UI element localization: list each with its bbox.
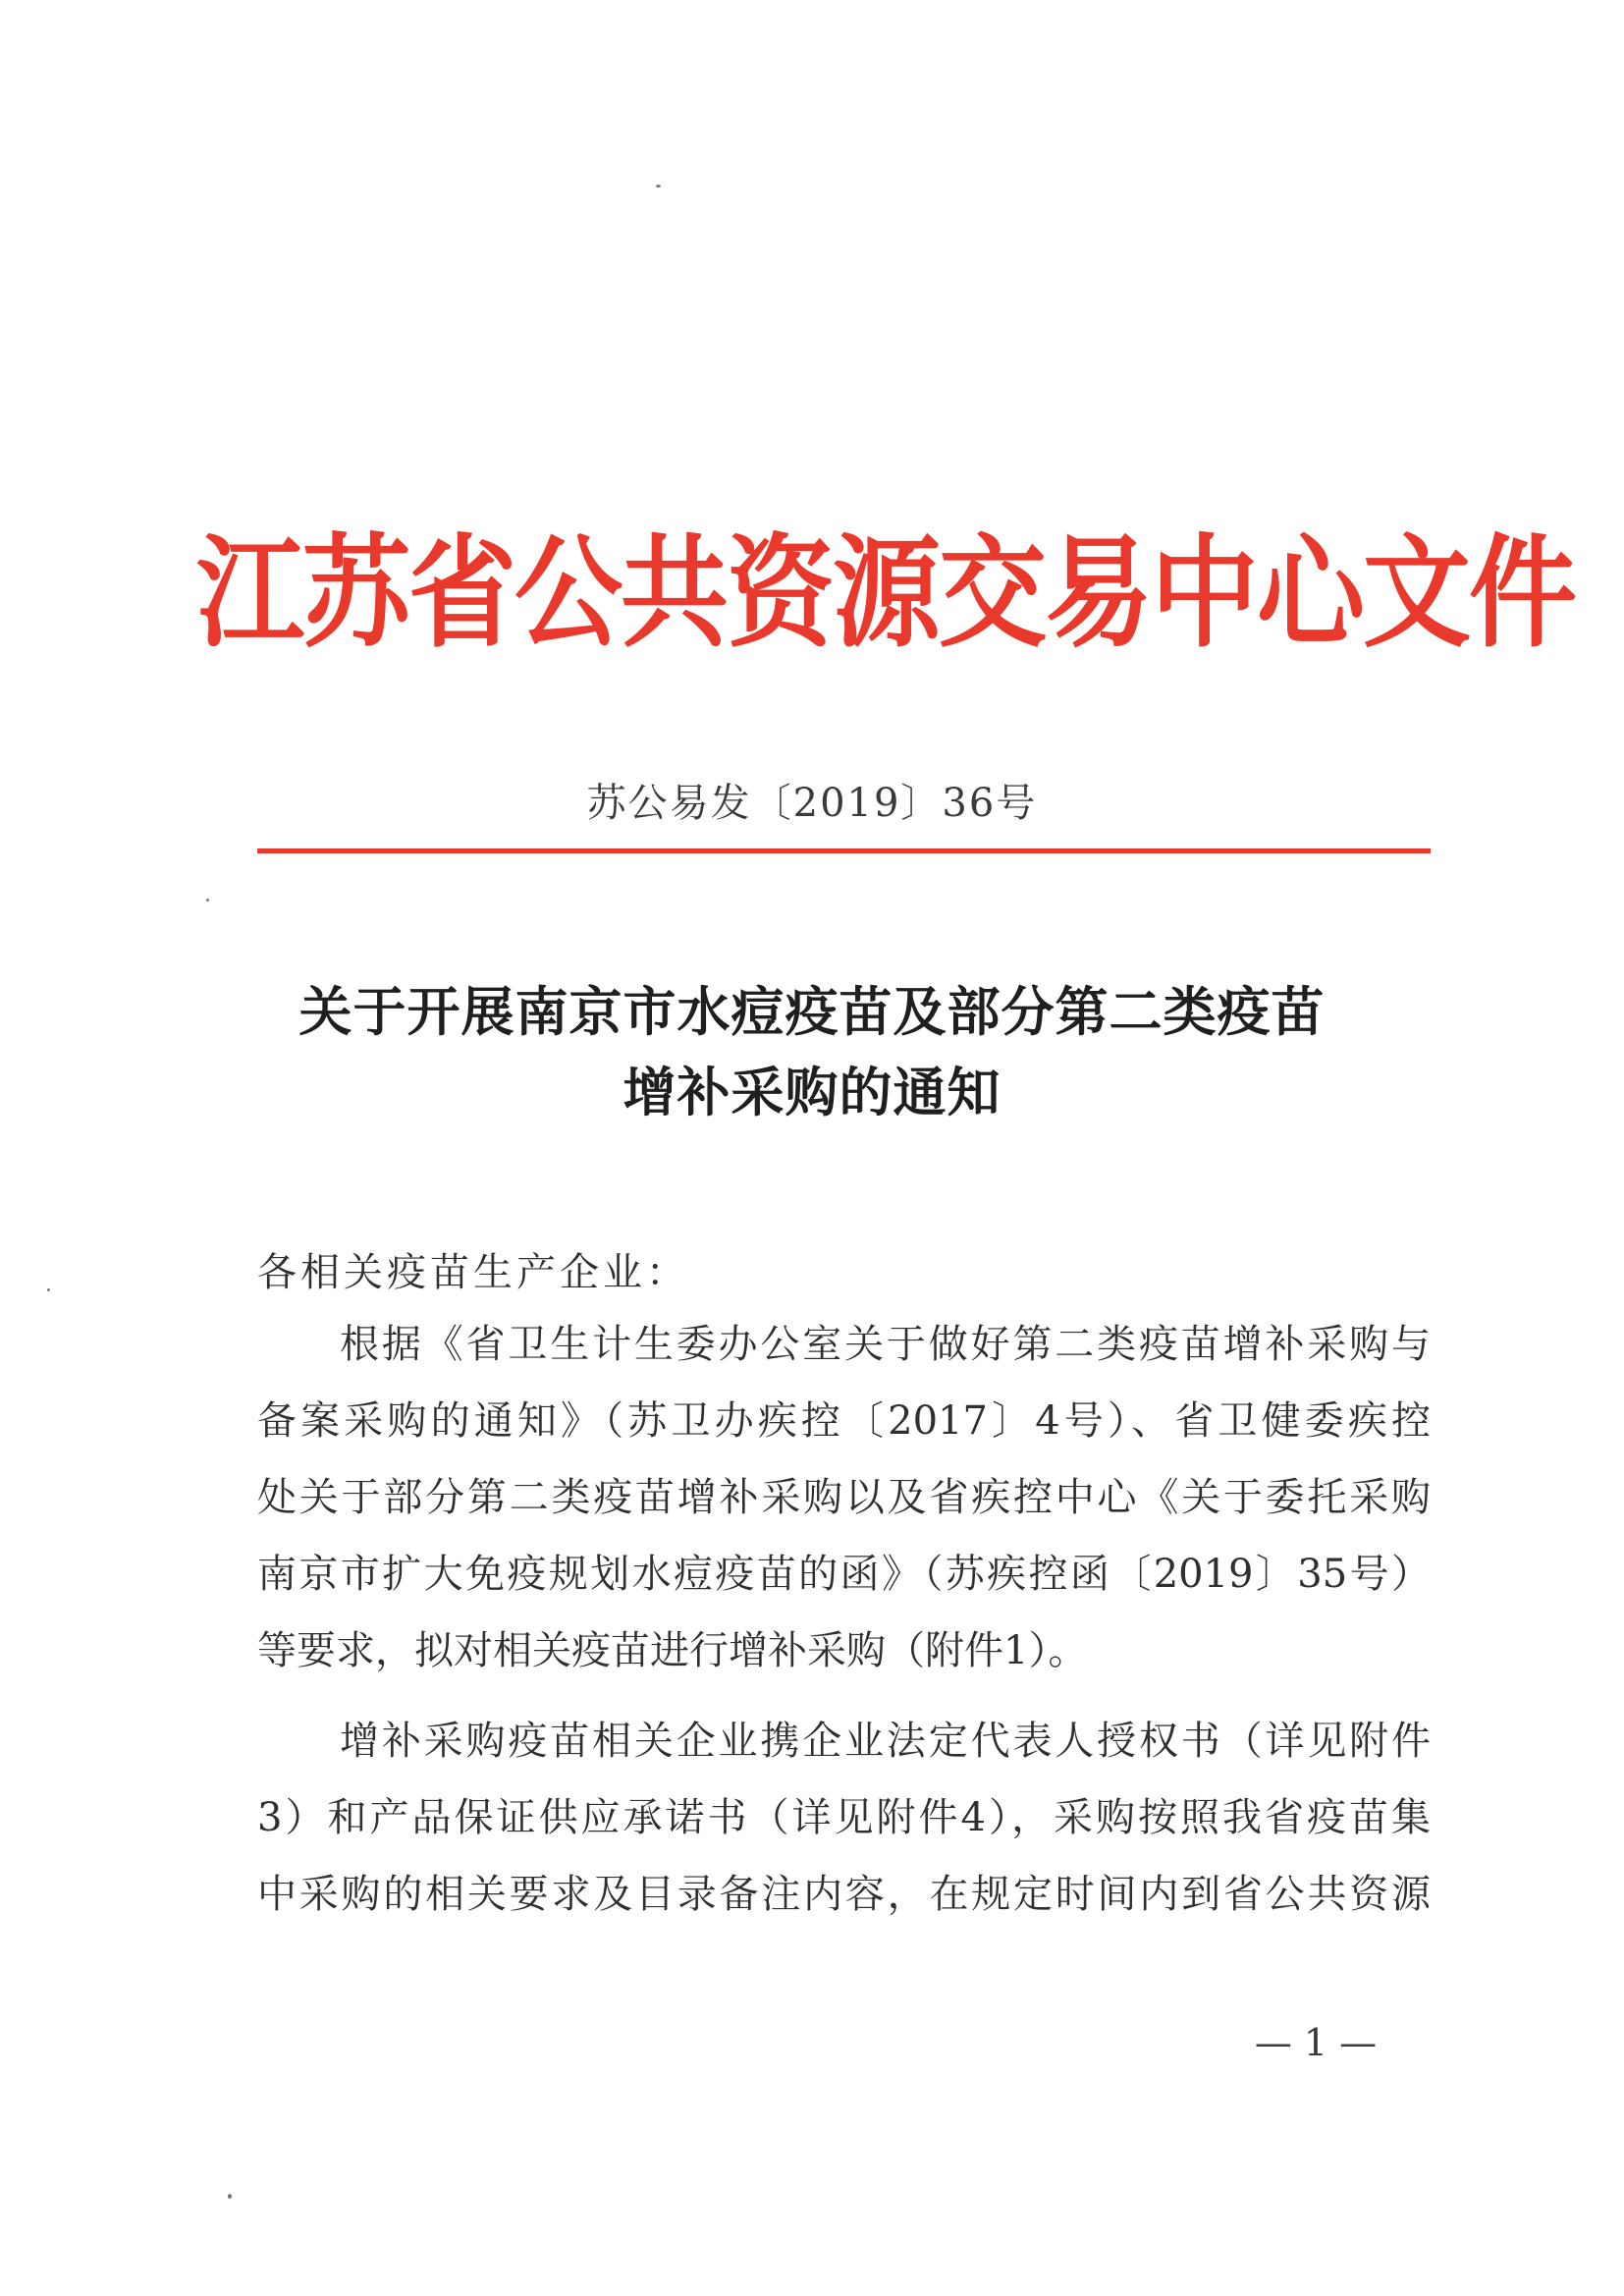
paragraph-1-line: 根据《省卫生计生委办公室关于做好第二类疫苗增补采购与 [340,1322,1431,1367]
paragraph-1-line: 处关于部分第二类疫苗增补采购以及省疾控中心《关于委托采购 [257,1475,1431,1520]
paragraph-2-line: 3）和产品保证供应承诺书（详见附件4），采购按照我省疫苗集 [257,1795,1431,1840]
paragraph-2 [257,1703,1431,1933]
scan-speck [47,1288,50,1291]
heading-line-2: 增补采购的通知 [623,1062,1001,1123]
paragraph-1-line: 南京市扩大免疫规划水痘疫苗的函》（苏疾控函〔2019〕35号） [257,1552,1431,1597]
page-number: — 1 — [1254,2021,1378,2064]
red-divider-rule [257,848,1431,853]
heading-line-1: 关于开展南京市水痘疫苗及部分第二类疫苗 [298,981,1326,1043]
scan-speck [206,899,209,902]
paragraph-2-line: 中采购的相关要求及目录备注内容，在规定时间内到省公共资源 [257,1872,1431,1917]
issuer-header-title: 江苏省公共资源交易中心文件 [196,522,1575,664]
document-heading [216,972,1408,1133]
paragraph-1-line: 备案采购的通知》（苏卫办疾控〔2017〕4号）、省卫健委疾控 [257,1398,1431,1444]
document-number: 苏公易发〔2019〕36号 [586,781,1038,826]
paragraph-1 [257,1306,1431,1689]
scan-speck [656,185,661,188]
scan-speck [228,2194,232,2199]
paragraph-2-line: 增补采购疫苗相关企业携企业法定代表人授权书（详见附件 [340,1719,1431,1764]
paragraph-1-line: 等要求，拟对相关疫苗进行增补采购（附件1）。 [257,1628,1088,1673]
salutation: 各相关疫苗生产企业： [257,1250,689,1295]
